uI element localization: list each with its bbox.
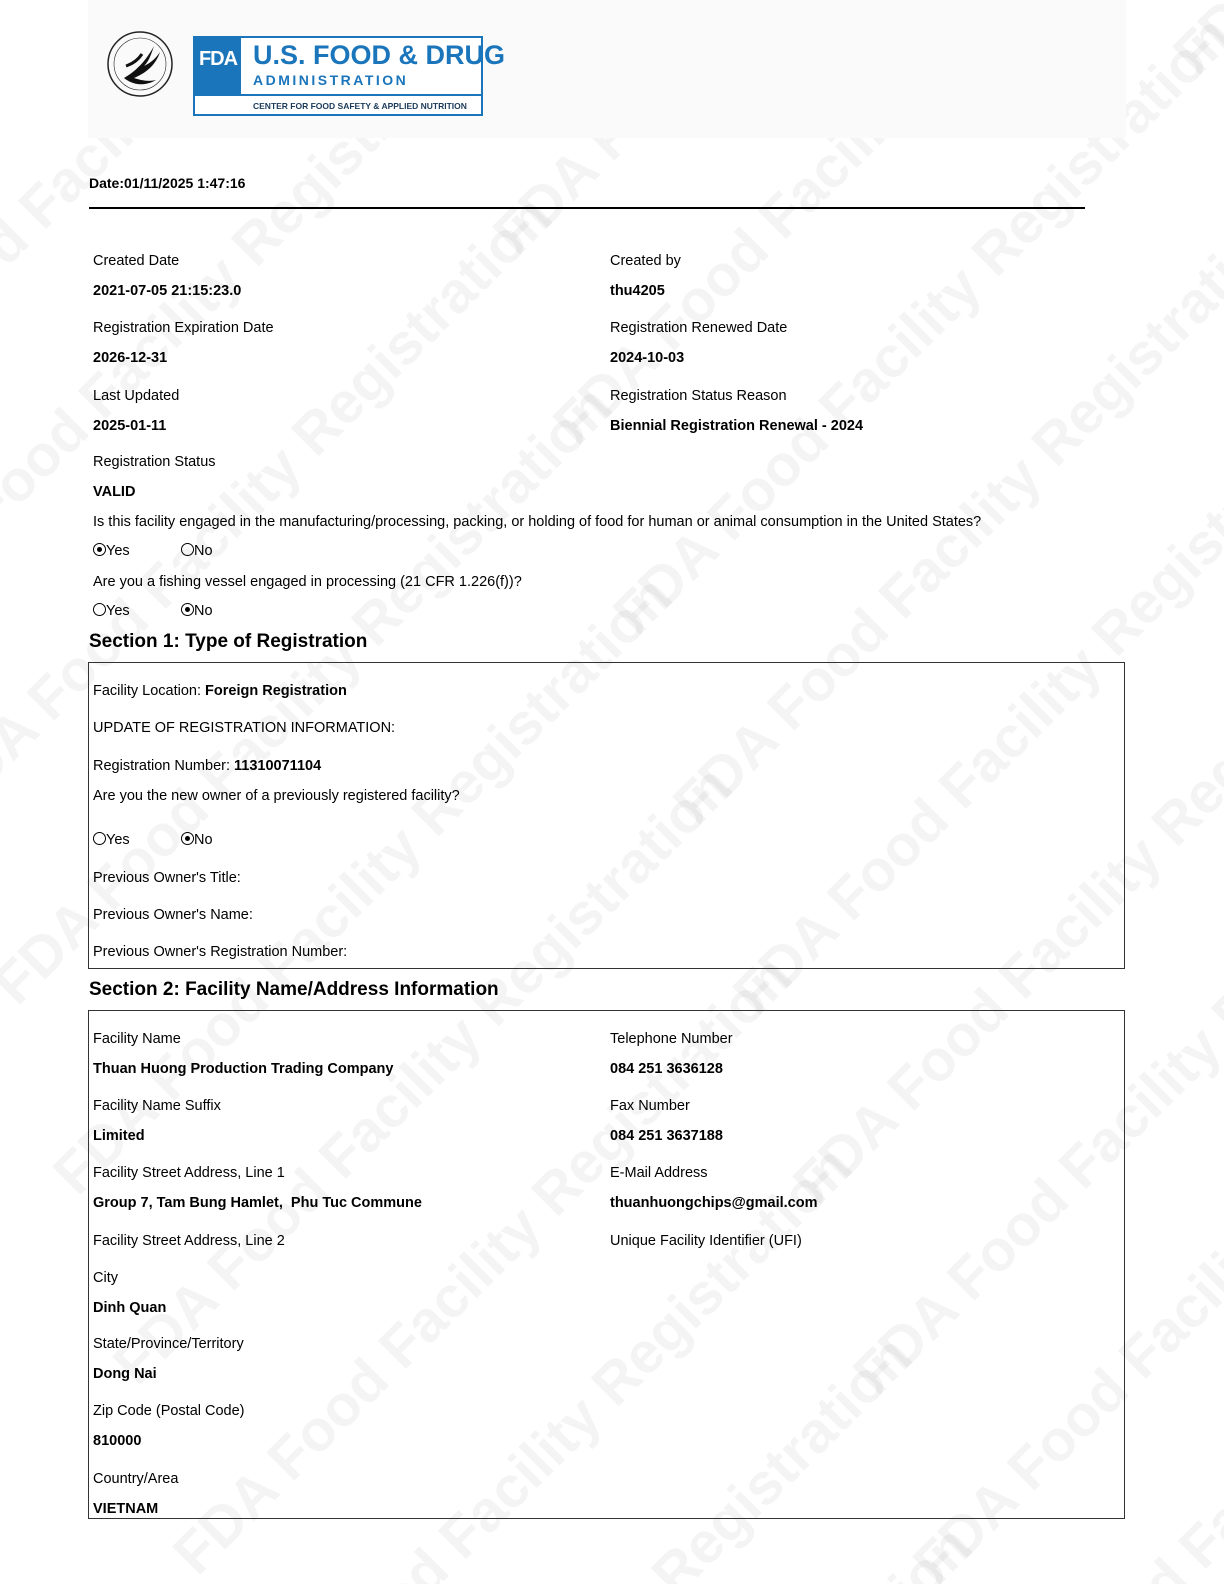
facility-name-label: Facility Name — [93, 1031, 181, 1047]
status-label: Registration Status — [93, 454, 216, 470]
fax-label: Fax Number — [610, 1098, 690, 1114]
watermark-text — [340, 1512, 985, 1584]
radio-label: Yes — [106, 832, 130, 848]
radio-unselected-icon — [181, 543, 194, 556]
facility-location-value: Foreign Registration — [205, 683, 347, 699]
divider — [89, 207, 1085, 209]
ufi-label: Unique Facility Identifier (UFI) — [610, 1233, 802, 1249]
created-by-label: Created by — [610, 253, 681, 269]
prev-owner-name-label: Previous Owner's Name: — [93, 907, 253, 923]
state: Dong Nai — [93, 1366, 157, 1382]
facility-location — [93, 683, 347, 699]
question-food-engagement: Is this facility engaged in the manufacturing/processing, packing, or holding of food for human or animal consumption in the United States? — [93, 514, 982, 530]
created-date-label: Created Date — [93, 253, 180, 269]
zip-label: Zip Code (Postal Code) — [93, 1403, 245, 1419]
registration-number-label: Registration Number: — [93, 758, 235, 774]
street1-label: Facility Street Address, Line 1 — [93, 1165, 285, 1181]
city-label: City — [93, 1270, 118, 1286]
watermark-text — [1080, 1522, 1224, 1584]
renewed-date: 2024-10-03 — [610, 350, 685, 366]
facility-location-label: Facility Location: — [93, 683, 206, 699]
radio-label: No — [194, 832, 213, 848]
zip: 810000 — [93, 1433, 142, 1449]
phone-label: Telephone Number — [610, 1031, 733, 1047]
facility-name: Thuan Huong Production Trading Company — [93, 1061, 394, 1077]
country-label: Country/Area — [93, 1471, 179, 1487]
street1: Group 7, Tam Bung Hamlet, Phu Tuc Commune — [93, 1195, 422, 1211]
new-owner-question: Are you the new owner of a previously registered facility? — [93, 788, 460, 804]
radio-label: Yes — [106, 603, 130, 619]
fda-admin: ADMINISTRATION — [253, 72, 409, 88]
suffix: Limited — [93, 1128, 145, 1144]
created-date: 2021-07-05 21:15:23.0 — [93, 283, 242, 299]
prev-owner-title-label: Previous Owner's Title: — [93, 870, 241, 886]
radio-new-owner-no[interactable] — [181, 832, 213, 848]
radio-label: Yes — [106, 543, 130, 559]
radio-label: No — [194, 543, 213, 559]
radio-q1-yes[interactable] — [93, 543, 130, 559]
section1-title: Section 1: Type of Registration — [89, 631, 368, 652]
street2-label: Facility Street Address, Line 2 — [93, 1233, 285, 1249]
fda-title: U.S. FOOD & DRUG — [253, 40, 506, 70]
radio-q1-no[interactable] — [181, 543, 213, 559]
question-fishing-vessel: Are you a fishing vessel engaged in processing (21 CFR 1.226(f))? — [93, 574, 522, 590]
status-badge: VALID — [93, 484, 136, 500]
expiration-date: 2026-12-31 — [93, 350, 168, 366]
state-label: State/Province/Territory — [93, 1336, 244, 1352]
prev-owner-reg-label: Previous Owner's Registration Number: — [93, 944, 348, 960]
hhs-eagle-seal-icon — [104, 28, 176, 105]
section2-box — [88, 1010, 1125, 1519]
registration-number-value: 11310071104 — [234, 758, 322, 774]
print-date: Date:01/11/2025 1:47:16 — [89, 175, 246, 191]
fda-mark: FDA — [195, 38, 241, 96]
country: VIETNAM — [93, 1501, 159, 1517]
expiration-label: Registration Expiration Date — [93, 320, 274, 336]
created-by: thu4205 — [610, 283, 665, 299]
watermark-text — [1220, 0, 1224, 277]
registration-number — [93, 758, 321, 774]
fda-center: CENTER FOR FOOD SAFETY & APPLIED NUTRITION — [241, 94, 481, 114]
last-updated-label: Last Updated — [93, 388, 180, 404]
radio-unselected-icon — [93, 603, 106, 616]
suffix-label: Facility Name Suffix — [93, 1098, 221, 1114]
radio-new-owner-yes[interactable] — [93, 832, 130, 848]
radio-label: No — [194, 603, 213, 619]
radio-selected-icon — [181, 832, 194, 845]
radio-q2-no[interactable] — [181, 603, 213, 619]
status-reason-label: Registration Status Reason — [610, 388, 787, 404]
watermark-text — [1160, 0, 1224, 87]
email-label: E-Mail Address — [610, 1165, 708, 1181]
update-heading: UPDATE OF REGISTRATION INFORMATION: — [93, 720, 396, 736]
phone: 084 251 3636128 — [610, 1061, 723, 1077]
last-updated: 2025-01-11 — [93, 418, 167, 434]
radio-q2-yes[interactable] — [93, 603, 130, 619]
radio-selected-icon — [181, 603, 194, 616]
city: Dinh Quan — [93, 1300, 167, 1316]
radio-unselected-icon — [93, 832, 106, 845]
fax: 084 251 3637188 — [610, 1128, 723, 1144]
renewed-label: Registration Renewed Date — [610, 320, 788, 336]
status-reason: Biennial Registration Renewal - 2024 — [610, 418, 864, 434]
email: thuanhuongchips@gmail.com — [610, 1195, 818, 1211]
fda-logo — [193, 36, 506, 116]
section2-title: Section 2: Facility Name/Address Information — [89, 979, 499, 1000]
radio-selected-icon — [93, 543, 106, 556]
